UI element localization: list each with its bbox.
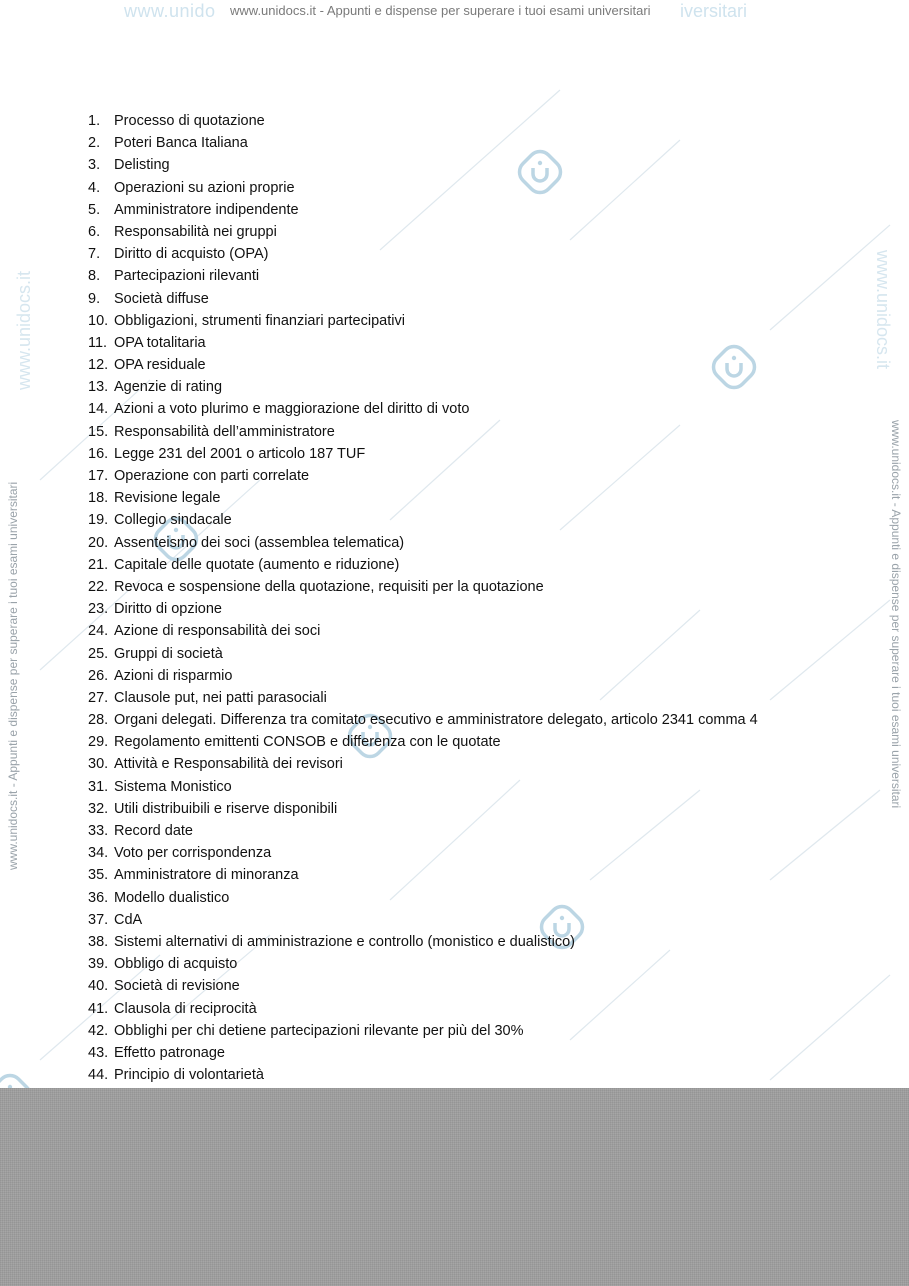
list-item-text: Delisting [114,157,170,174]
list-item-number: 15. [88,423,109,440]
list-item-number: 28. [88,712,109,729]
list-item-number: 2. [88,135,101,152]
list-item-number: 7. [88,246,101,263]
list-item-number: 1. [88,113,101,129]
list-item [88,842,758,864]
list-item-text: Diritto di acquisto (OPA) [114,246,269,263]
list-item-text: Azioni a voto plurimo e maggiorazione del diritto di voto [114,401,470,418]
list-item-text: Responsabilità nei gruppi [114,223,277,240]
list-item-text: Responsabilità dell’amministratore [114,423,335,440]
list-item-text: Revisione legale [114,490,221,507]
list-item [88,110,758,132]
list-item-number: 43. [88,1044,109,1061]
list-item-text: Clausola di reciprocità [114,1000,257,1017]
list-item [88,443,758,465]
list-item [88,620,758,642]
list-item-text: Obbligo di acquisto [114,956,238,973]
list-item-number: 9. [88,290,101,307]
list-item-text: Record date [114,823,193,839]
list-item [88,864,758,886]
list-item-text: Poteri Banca Italiana [114,135,248,152]
side-watermark-right-ghost: www.unidocs.it [873,250,893,370]
list-item [88,665,758,687]
list-item-number: 32. [88,800,109,817]
list-item-number: 24. [88,623,109,640]
list-item-number: 6. [88,223,101,240]
list-item [88,509,758,531]
list-item-number: 23. [88,601,109,618]
list-item-number: 38. [88,933,109,950]
list-item-text: Principio di volontarietà [114,1067,264,1084]
list-item-number: 20. [88,534,109,551]
list-item [88,1020,758,1042]
list-item-number: 3. [88,157,101,174]
list-item-text: Azioni di risparmio [114,667,233,684]
list-item [88,487,758,509]
list-item-number: 12. [88,357,109,374]
list-item-number: 11. [88,334,108,351]
list-item [88,421,758,443]
list-item [88,975,758,997]
list-item-text: OPA residuale [114,357,206,374]
list-item-text: Società diffuse [114,290,209,307]
list-item-number: 31. [88,778,109,795]
list-item-text: Processo di quotazione [114,113,265,129]
list-item-number: 33. [88,823,109,839]
list-item-number: 41. [88,1000,109,1017]
list-item-number: 35. [88,867,109,884]
list-item [88,998,758,1020]
side-watermark-left: www.unidocs.it - Appunti e dispense per superare i tuoi esami universitari [6,481,20,870]
list-item-text: Agenzie di rating [114,379,223,396]
header-watermark-ghost: www.unido [124,1,216,21]
list-item [88,1042,758,1064]
list-item [88,354,758,376]
list-item-text: Collegio sindacale [114,512,232,529]
list-item [88,820,758,842]
list-item [88,909,758,931]
list-item-number: 14. [88,401,109,418]
list-item-text: Amministratore indipendente [114,201,299,218]
list-item [88,554,758,576]
list-item-number: 5. [88,201,101,218]
list-item [88,132,758,154]
list-item-number: 25. [88,645,109,662]
list-item [88,687,758,709]
list-item [88,265,758,287]
list-item-text: Regolamento emittenti CONSOB e differenza con le quotate [114,734,501,751]
list-item-number: 8. [88,268,101,285]
list-item [88,332,758,354]
list-item [88,243,758,265]
list-item-text: Capitale delle quotate (aumento e riduzione) [114,556,400,573]
list-item-number: 36. [88,889,109,906]
list-item-number: 30. [88,756,109,773]
list-item [88,731,758,753]
list-item [88,398,758,420]
list-item-number: 39. [88,956,109,973]
list-item [88,288,758,310]
list-item-number: 4. [88,179,101,196]
list-item-text: Obbligazioni, strumenti finanziari partecipativi [114,312,405,329]
list-item-text: Organi delegati. Differenza tra comitato esecutivo e amministratore delegato, articolo 2341 comma 4 [114,712,758,729]
list-item-text: Effetto patronage [114,1044,225,1061]
list-item-number: 29. [88,734,109,751]
list-item-text: Revoca e sospensione della quotazione, requisiti per la quotazione [114,578,544,595]
header-watermark-ghost-right: iversitari [680,1,748,21]
list-item-number: 40. [88,978,109,995]
list-item-text: OPA totalitaria [114,334,206,351]
list-item [88,643,758,665]
list-item [88,776,758,798]
list-item-text: Clausole put, nei patti parasociali [114,689,327,706]
list-item [88,1064,758,1086]
list-item-number: 10. [88,312,109,329]
list-item-text: Sistema Monistico [114,778,232,795]
list-item-number: 16. [88,445,109,462]
list-item-text: Partecipazioni rilevanti [114,268,260,285]
list-item-number: 18. [88,490,109,507]
list-item [88,221,758,243]
list-item-text: Obblighi per chi detiene partecipazioni rilevante per più del 30% [114,1022,524,1039]
list-item-text: CdA [114,911,143,928]
list-item-number: 34. [88,845,109,862]
list-item-number: 37. [88,911,109,928]
list-item-text: Operazione con parti correlate [114,468,310,484]
list-item [88,953,758,975]
list-item-number: 22. [88,578,109,595]
side-watermark-right: www.unidocs.it - Appunti e dispense per superare i tuoi esami universitari [889,420,903,809]
list-item [88,576,758,598]
list-item [88,753,758,775]
list-item-number: 17. [88,468,109,484]
list-item-text: Legge 231 del 2001 o articolo 187 TUF [114,445,366,462]
list-item [88,177,758,199]
list-item-text: Società di revisione [114,978,240,995]
list-item [88,887,758,909]
list-item [88,931,758,953]
list-item-number: 44. [88,1067,109,1084]
list-item-text: Assenteismo dei soci (assemblea telematica) [114,534,405,551]
list-item-number: 26. [88,667,109,684]
list-item [88,465,758,487]
list-item-number: 19. [88,512,109,529]
list-item [88,709,758,731]
list-item-text: Operazioni su azioni proprie [114,179,295,196]
topic-list [88,110,758,1108]
list-item-number: 27. [88,689,109,706]
list-item-text: Azione di responsabilità dei soci [114,623,321,640]
list-item-text: Voto per corrispondenza [114,845,272,862]
list-item [88,199,758,221]
list-item [88,376,758,398]
list-item-text: Utili distribuibili e riserve disponibili [114,800,338,817]
list-item-text: Diritto di opzione [114,601,222,618]
list-item-number: 21. [88,556,109,573]
list-item-text: Sistemi alternativi di amministrazione e controllo (monistico e dualistico) [114,933,575,950]
list-item [88,532,758,554]
list-item [88,598,758,620]
list-item [88,310,758,332]
list-item [88,154,758,176]
list-item-number: 13. [88,379,109,396]
list-item-number: 42. [88,1022,109,1039]
header-watermark: www.unidocs.it - Appunti e dispense per superare i tuoi esami universitari [230,3,651,18]
list-item-text: Amministratore di minoranza [114,867,299,884]
redacted-area [0,1088,909,1286]
side-watermark-left-ghost: www.unidocs.it [14,270,34,390]
list-item-text: Modello dualistico [114,889,230,906]
list-item-text: Gruppi di società [114,645,223,662]
list-item [88,798,758,820]
list-item-text: Attività e Responsabilità dei revisori [114,756,343,773]
